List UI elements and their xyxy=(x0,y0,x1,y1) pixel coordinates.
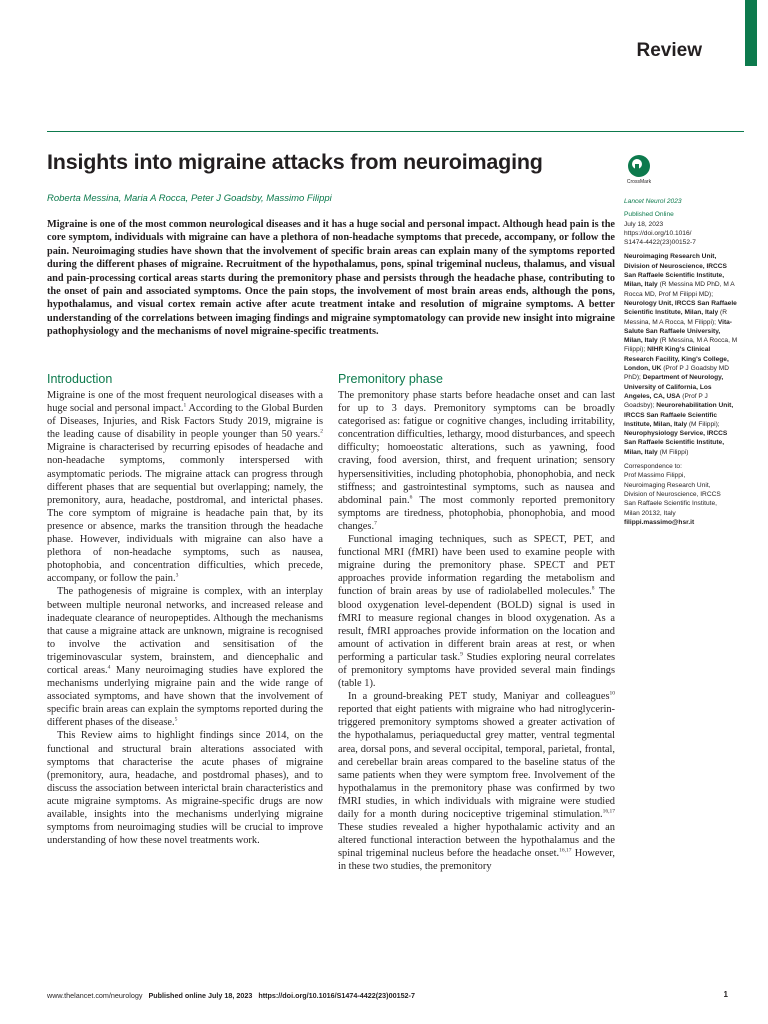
paragraph: This Review aims to highlight findings since 2014, on the functional and structural brain alterations associated with symptoms that characterise the acute phases of migraine (premonitory, aura, headache, and postdromal phases), and to discuss the association between interictal brain characteristics and acute migraine symptoms. As migraine-specific drugs are now available, insights into the mechanisms underlying migraine symptoms from neuroimaging studies will be crucial to improve understanding of how these novel treatments work. xyxy=(47,730,323,847)
publication-date: July 18, 2023 xyxy=(624,220,664,228)
abstract: Migraine is one of the most common neurological diseases and it has a huge social and personal impact. Although head pain is the core symptom, individuals with migraine can have a plethora of non-headache symptoms that precede, accompany, or follow the pain. Neuroimaging studies have shown that the involvement of specific brain areas can explain many of the symptoms reported during the different phases of migraine. Recruitment of the hypothalamus, pons, spinal trigeminal nucleus, thalamus, and visual and pain-processing cortical areas starts during the premonitory phase and persists through the headache phase, contributing to the onset of pain and associated symptoms. Once the pain stops, the involvement of most brain areas ends, although the pons, hypothalamus, and visual cortex remain active after acute treatment intake and resolution of migraine symptoms. A better understanding of the correlations between imaging findings and migraine symptomatology can provide new insight into migraine pathophysiology and the mechanisms of novel migraine-specific treatments. xyxy=(47,219,615,338)
article-title: Insights into migraine attacks from neuroimaging xyxy=(47,150,543,174)
paragraph: The pathogenesis of migraine is complex, with an interplay between multiple neuronal networks, and increased release and inadequate clearance of neuropeptides. Although the mechanisms that cause a migraine attack are unknown, migraine is recognised to involve the activation and sensitisation of the trigeminovascular system, brainstem, and diencephalic and cortical areas.$^4$ Many neuroimaging studies have explored the mechanisms underlying migraine pain and the wide range of associated symptoms, and have shown that the involvement of specific brain areas can explain the symptoms reported during the different phases of the disease.$^5$ xyxy=(47,586,323,729)
page-number: 1 xyxy=(723,990,728,999)
correspondence-address-line: San Raffaele Scientific Institute, xyxy=(624,500,717,508)
correspondence-email[interactable]: filippi.massimo@hsr.it xyxy=(624,518,695,526)
journal-citation: Lancet Neurol 2023 xyxy=(624,198,682,205)
reference-marker[interactable]: 4 xyxy=(107,664,111,671)
reference-marker[interactable]: 6 xyxy=(409,494,413,501)
reference-marker[interactable]: 2 xyxy=(320,428,323,435)
header-rule xyxy=(47,131,744,132)
correspondence-address-line: Division of Neuroscience, IRCCS xyxy=(624,490,721,498)
section-color-bar xyxy=(745,0,757,66)
page-footer xyxy=(47,991,415,1000)
published-online-label: Published Online xyxy=(624,211,674,219)
crossmark-bar xyxy=(635,164,639,173)
paragraph: The premonitory phase starts before headache onset and can last for up to 3 days. Premonitory symptoms can be broadly categorised as: fatigue or cognitive changes, including irritability, concentration difficulties, lethargy, mood disturbances, and speech difficulty; homoeostatic alterations, such as yawning, food craving, food aversion, thirst, and frequent urination; sensory hypersensitivities, including photophobia, phonophobia, and neck stiffness; and gastrointestinal symptoms, such as nausea and abdominal pain.$^6$ The most commonly reported premonitory symptoms are tiredness, photophobia, phonophobia, and mood changes.$^7$ xyxy=(338,390,616,532)
reference-marker[interactable]: 9 xyxy=(460,651,463,658)
column-middle xyxy=(338,371,615,873)
paragraph: In a ground-breaking PET study, Maniyar and colleagues$^{10}$ reported that eight patients with migraine who had nitroglycerin-triggered premonitory symptoms showed a greater activation of the hypothalamus, periaqueductal grey matter, ventral tegmental area, dorsal pons, and several occipital, temporal, parietal, frontal, and cerebellar brain areas compared to the baseline status of the same patients when they were symptom free. Involvement of the hypothalamus in the premonitory phase was confirmed by two fMRI studies, in which individuals with migraine were studied daily for a month during nociceptive trigeminal stimulation.$^{16,17}$ These studies revealed a higher hypothalamic activity and an altered functional interaction between the hypothalamus and the spinal trigeminal nucleus before the headache onset.$^{16,17}$ However, in these two studies, the premonitory xyxy=(338,690,615,873)
paragraph: Functional imaging techniques, such as SPECT, PET, and functional MRI (fMRI) have been used to examine people with migraine during the premonitory phase. SPECT and PET approaches provide information regarding the metabolism and function of brain areas by use of radiolabelled molecules.$^8$ The blood oxygenation level-dependent (BOLD) signal is used in fMRI to measure regional changes in blood oxygenation. As a result, fMRI approaches provide information on the location and amount of activation in different brain areas at rest, or when performing a particular task.$^9$ Studies exploring neural correlates of premonitory symptoms have provided several main findings (table 1). xyxy=(338,534,615,690)
doi-link[interactable]: https://doi.org/10.1016/ S1474-4422(23)00152-7 xyxy=(624,229,696,247)
footer-doi-link[interactable]: https://doi.org/10.1016/S1474-4422(23)00152-7 xyxy=(258,991,415,1000)
crossmark-icon[interactable] xyxy=(626,155,652,189)
author-list: Roberta Messina, Maria A Rocca, Peter J Goadsby, Massimo Filippi xyxy=(47,193,332,204)
reference-marker[interactable]: 10 xyxy=(609,690,615,697)
paragraph: Migraine is one of the most frequent neurological diseases with a huge social and personal impact.$^1$ According to the Global Burden of Diseases, Injuries, and Risk Factors Study 2019, migraine is the leading cause of disability in people younger than 50 years.$^2$ Migraine is characterised by recurring episodes of headache and non-headache symptoms, commonly interspersed with asymptomatic periods. The migraine attack can progress through different phases that are sequential but overlapping; namely, the premonitory, aura, headache, postdromal, and interictal phases. The core symptom of migraine is headache pain that, by its presence or absence, marks the transition through the headache phase. However, individuals with migraine can also have a plethora of non-headache symptoms, such as nausea, photophobia, and concentration difficulties, which precede, accompany, or follow the pain.$^3$ xyxy=(47,390,324,585)
correspondence-address-line: Milan 20132, Italy xyxy=(624,509,676,517)
reference-marker[interactable]: 3 xyxy=(175,572,179,579)
reference-marker[interactable]: 16,17 xyxy=(559,847,572,854)
reference-marker[interactable]: 16,17 xyxy=(602,808,615,815)
correspondence-name: Prof Massimo Filippi, xyxy=(624,472,686,480)
correspondence xyxy=(624,462,739,527)
section-heading-premonitory: Premonitory phase xyxy=(338,372,443,386)
reference-marker[interactable]: 5 xyxy=(174,716,178,723)
section-label: Review xyxy=(636,40,702,61)
reference-marker[interactable]: 1 xyxy=(183,402,187,409)
affiliations: Neuroimaging Research Unit, Division of Neuroscience, IRCCS San Raffaele Scientific Institute, Milan, Italy (R Messina MD PhD, M A Rocca MD, Prof M Filippi MD); Neurology Unit, IRCCS San Raffaele Scientific Institute, Milan, Italy (R Messina, M A Rocca, M Filippi); Vita-Salute San Raffaele University, Milan, Italy (R Messina, M A Rocca, M Filippi); NIHR King's Clinical Research Facility, King's College, London, UK (Prof P J Goadsby MD PhD); Department of Neurology, University of California, Los Angeles, CA, USA (Prof P J Goadsby); Neurorehabilitation Unit, IRCCS San Raffaele Scientific Institute, Milan, Italy (M Filippi); Neurophysiology Service, IRCCS San Raffaele Scientific Institute, Milan, Italy (M Filippi) xyxy=(624,253,738,456)
correspondence-address-line: Neuroimaging Research Unit, xyxy=(624,481,711,489)
sidebar xyxy=(624,197,739,527)
footer-site-link[interactable]: www.thelancet.com/neurology xyxy=(47,991,143,1000)
reference-marker[interactable]: 7 xyxy=(374,520,377,527)
crossmark-label: CrossMark xyxy=(626,179,652,185)
correspondence-label: Correspondence to: xyxy=(624,463,682,471)
section-heading-introduction: Introduction xyxy=(47,372,113,386)
footer-published: Published online July 18, 2023 xyxy=(148,991,253,1000)
reference-marker[interactable]: 8 xyxy=(591,585,595,592)
column-left xyxy=(47,371,323,847)
